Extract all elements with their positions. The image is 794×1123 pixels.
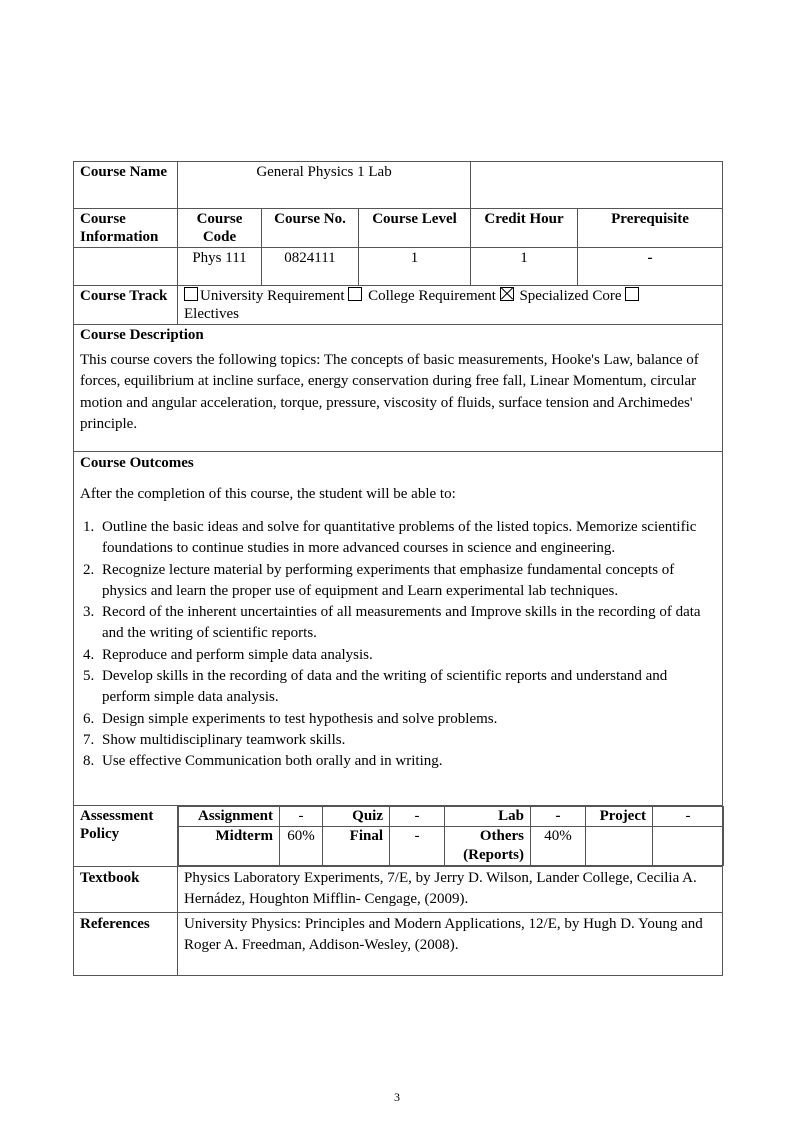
list-item: 1. Outline the basic ideas and solve for quantitative problems of the listed topics. Memorize scientific foundations to continue studies in more advanced courses in science and engineering. [83,519,697,557]
course-no-value: 0824111 [262,248,359,286]
course-spec-table [73,161,723,976]
page-number: 3 [394,1090,400,1104]
course-outcomes-row [74,452,723,806]
course-level-value: 1 [359,248,471,286]
midterm-value: 60% [280,827,323,866]
electives-label: Electives [184,306,239,322]
course-no-header: Course No. [262,209,359,248]
list-item: 4. Reproduce and perform simple data analysis. [83,646,373,663]
assessment-empty-cell [586,827,653,866]
prerequisite-value: - [578,248,723,286]
course-track-label: Course Track [74,286,178,325]
list-item: 3. Record of the inherent uncertainties of all measurements and Improve skills in the recording of data and the writing of scientific reports. [83,604,701,642]
course-description-row [74,325,723,452]
others-reports-label: Others (Reports) [445,827,531,866]
college-requirement-checkbox[interactable] [348,287,362,301]
assignment-label: Assignment [179,807,280,827]
course-name-value: General Physics 1 Lab [178,162,471,209]
course-outcomes-label: Course Outcomes [80,455,194,471]
list-item: 2. Recognize lecture material by performing experiments that emphasize fundamental concepts of physics and learn the proper use of equipment and Learn experimental lab techniques. [83,561,675,599]
course-outcomes-intro: After the completion of this course, the student will be able to: [80,486,456,502]
university-requirement-checkbox[interactable] [184,287,198,301]
course-level-header: Course Level [359,209,471,248]
assessment-policy-label: Assessment Policy [74,806,178,867]
course-info-values-row [74,248,723,286]
list-item: 8. Use effective Communication both orally and in writing. [83,753,443,770]
textbook-row [74,867,723,913]
course-description-label: Course Description [80,327,204,343]
college-requirement-label: College Requirement [368,288,496,304]
assessment-policy-row [74,806,723,867]
list-item: 6. Design simple experiments to test hypothesis and solve problems. [83,710,498,727]
course-code-header: Course Code [178,209,262,248]
specialized-core-checkbox[interactable] [500,287,514,301]
textbook-text: Physics Laboratory Experiments, 7/E, by Jerry D. Wilson, Lander College, Cecilia A. Hernádez, Houghton Mifflin- Cengage, (2009). [178,867,723,913]
assessment-row-2 [179,827,724,866]
course-description-text: This course covers the following topics: The concepts of basic measurements, Hooke's Law, balance of forces, equilibrium at incline surface, energy conservation during free fall, Linear Momentum, circular motion and angular acceleration, torque, pressure, viscosity of fluids, surface tension and Archimedes' principle. [80,352,699,432]
quiz-label: Quiz [323,807,390,827]
prerequisite-header: Prerequisite [578,209,723,248]
references-row [74,912,723,975]
lab-value: - [531,807,586,827]
quiz-value: - [390,807,445,827]
references-label: References [74,912,178,975]
course-track-row [74,286,723,325]
assessment-row-1 [179,807,724,827]
final-value: - [390,827,445,866]
assessment-table [178,806,724,866]
course-track-options [178,286,723,325]
course-name-row [74,162,723,209]
textbook-label: Textbook [74,867,178,913]
others-reports-value: 40% [531,827,586,866]
list-item: 7. Show multidisciplinary teamwork skills. [83,731,346,748]
credit-hour-value: 1 [471,248,578,286]
assignment-value: - [280,807,323,827]
final-label: Final [323,827,390,866]
midterm-label: Midterm [179,827,280,866]
references-text: University Physics: Principles and Modern Applications, 12/E, by Hugh D. Young and Roger A. Freedman, Addison-Wesley, (2008). [178,912,723,975]
project-label: Project [586,807,653,827]
project-value: - [653,807,724,827]
electives-checkbox[interactable] [625,287,639,301]
course-name-empty-cell [471,162,723,209]
course-info-header-row [74,209,723,248]
course-info-label: Course Information [74,209,178,248]
university-requirement-label: University Requirement [200,288,345,304]
assessment-empty-cell-2 [653,827,724,866]
course-info-empty-cell [74,248,178,286]
list-item: 5. Develop skills in the recording of data and the writing of scientific reports and understand and perform simple data analysis. [83,668,668,706]
lab-label: Lab [445,807,531,827]
course-name-label: Course Name [74,162,178,209]
course-outcomes-list [80,517,716,773]
specialized-core-label: Specialized Core [519,288,622,304]
credit-hour-header: Credit Hour [471,209,578,248]
course-code-value: Phys 111 [178,248,262,286]
